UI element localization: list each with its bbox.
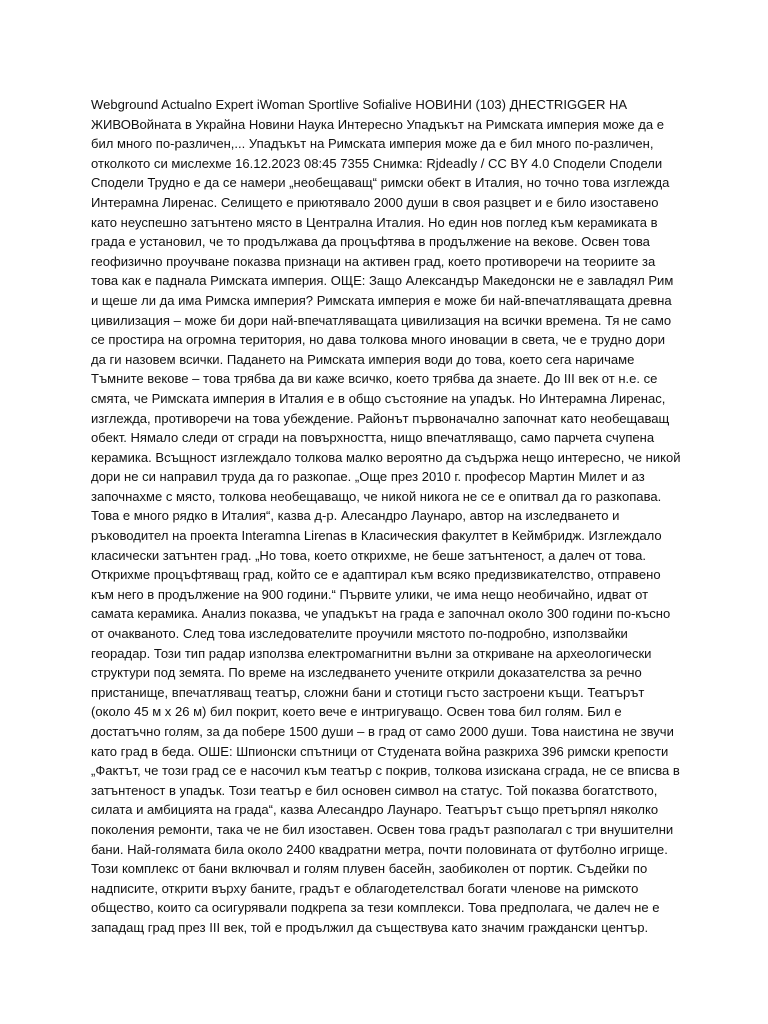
article-body-text: Webground Actualno Expert iWoman Sportlive Sofialive НОВИНИ (103) ДНЕСTRIGGER НА ЖИВОВойната в Украйна Новини Наука Интересно Упадъкът на Римската империя може да е бил много по-различен,... Упадъкът на Римската империя може да е бил много по-различен, отколкото си мислехме 16.12.2023 08:45 7355 Снимка: Rjdeadly / CC BY 4.0 Сподели Сподели Сподели Трудно е да се намери „необещаващ“ римски обект в Италия, но точно това изглежда Интерамна Лиренас. Селището е приютявало 2000 души в своя разцвет и е било изоставено като неуспешно затънтено място в Централна Италия. Но един нов поглед към керамиката в града е установил, че то продължава да процъфтява в продължение на векове. Освен това геофизично проучване показва признаци на активен град, което противоречи на теориите за това как е паднала Римската империя. ОЩЕ: Защо Александър Македонски не е завладял Рим и щеше ли да има Римска империя? Римската империя е може би най-впечатляващата древна цивилизация – може би дори най-впечатляващата цивилизация на всички времена. Тя не само се простира на огромна територия, но дава толкова много иновации в света, че е трудно дори да ги назовем всички. Падането на Римската империя води до това, което сега наричаме Тъмните векове – това трябва да ви каже всичко, което трябва да знаете. До III век от н.е. се смята, че Римската империя в Италия е в общо състояние на упадък. Но Интерамна Лиренас, изглежда, противоречи на това убеждение. Районът първоначално започнат като необещаващ обект. Нямало следи от сгради на повърхността, нищо впечатляващо, само парчета счупена керамика. Всъщност изглеждало толкова малко вероятно да съдържа нещо интересно, че никой дори не си направил труда да го разкопае. „Още през 2010 г. професор Мартин Милет и аз започнахме с място, толкова необещаващо, че никой никога не се е опитвал да го разкопава. Това е много рядко в Италия“, казва д-р. Алесандро Лаунаро, автор на изследването и ръководител на проекта Interamna Lirenas в Класическия факултет в Кеймбридж. Изглеждало класически затънтен град. „Но това, което открихме, не беше затънтеност, а далеч от това. Открихме процъфтяващ град, който се е адаптирал към всяко предизвикателство, отправено към него в продължение на 900 години.“ Първите улики, че има нещо необичайно, идват от самата керамика. Анализ показва, че упадъкът на града е започнал около 300 години по-късно от очакваното. След това изследователите проучили мястото по-подробно, използвайки георадар. Този тип радар използва електромагнитни вълни за откриване на археологически структури под земята. По време на изследването учените открили доказателства за речно пристанище, впечатляващ театър, сложни бани и стотици гъсто застроени къщи. Театърът (около 45 м х 26 м) бил покрит, което вече е интригуващо. Освен това бил голям. Бил е достатъчно голям, за да побере 1500 души – в град от само 2000 души. Това наистина не звучи като град в беда. ОШЕ: Шпионски спътници от Студената война разкриха 396 римски крепости „Фактът, че този град се е насочил към театър с покрив, толкова изискана сграда, не се вписва в затънтеност в упадък. Този театър е бил основен символ на статус. Той показва богатството, силата и амбицията на града“, казва Алесандро Лаунаро. Театърът също претърпял няколко поколения ремонти, така че не бил изоставен. Освен това градът разполагал с три внушителни бани. Най-голямата била около 2400 квадратни метра, почти половината от футболно игрище. Този комплекс от бани включвал и голям плувен басейн, заобиколен от портик. Съдейки по надписите, открити върху баните, градът е облагодетелствал богати членове на римското общество, които са осигурявали подкрепа за тези комплекси. Това предполага, че далеч не е западащ град през III век, той е продължил да съществува като значим граждански център.: [91, 97, 681, 935]
